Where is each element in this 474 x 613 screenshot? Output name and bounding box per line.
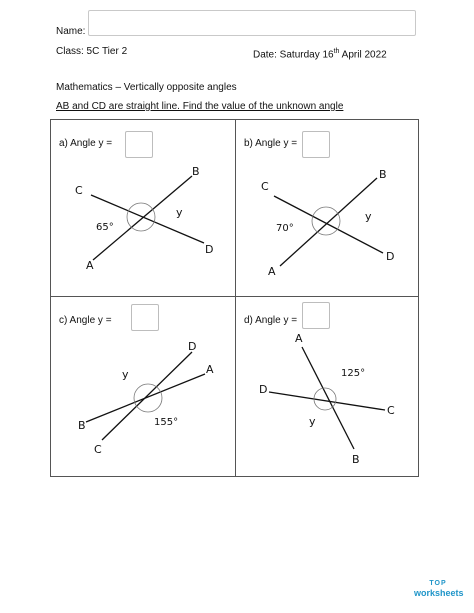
question-c-label: c) Angle y = bbox=[59, 315, 112, 326]
point-b-label: B bbox=[352, 453, 360, 466]
point-b-label: B bbox=[78, 419, 86, 432]
point-a-label: A bbox=[86, 259, 94, 272]
point-c-label: C bbox=[387, 404, 395, 417]
question-grid bbox=[50, 119, 419, 477]
given-angle-label: 65° bbox=[96, 222, 114, 233]
point-d-label: D bbox=[259, 383, 268, 396]
question-c-diagram bbox=[51, 297, 235, 477]
question-d bbox=[236, 297, 420, 473]
line-ab bbox=[280, 178, 377, 266]
point-b-label: B bbox=[379, 168, 387, 181]
given-angle-label: 155° bbox=[154, 417, 179, 428]
logo-line-2: worksheets bbox=[414, 588, 464, 598]
angle-arc bbox=[134, 384, 162, 412]
instruction-text: AB and CD are straight line. Find the value of the unknown angle bbox=[56, 101, 344, 112]
point-a-label: A bbox=[206, 363, 214, 376]
angle-y-label: y bbox=[309, 415, 316, 428]
question-d-diagram bbox=[236, 297, 420, 477]
point-c-label: C bbox=[75, 184, 83, 197]
class-label: Class: 5C Tier 2 bbox=[56, 46, 128, 57]
question-b-label: b) Angle y = bbox=[244, 138, 298, 149]
point-a-label: A bbox=[295, 332, 303, 345]
question-a-diagram bbox=[51, 120, 235, 296]
angle-arc bbox=[127, 203, 155, 231]
point-d-label: D bbox=[386, 250, 395, 263]
name-label: Name: bbox=[56, 26, 86, 37]
topworksheets-logo bbox=[414, 580, 462, 598]
point-c-label: C bbox=[94, 443, 102, 456]
question-b bbox=[236, 120, 420, 296]
date-suffix: April 2022 bbox=[339, 49, 387, 61]
line-cd bbox=[91, 195, 204, 243]
point-c-label: C bbox=[261, 180, 269, 193]
name-field[interactable] bbox=[88, 10, 416, 36]
date-superscript: th bbox=[333, 48, 340, 55]
question-b-diagram bbox=[236, 120, 420, 296]
date-label bbox=[253, 46, 387, 61]
question-d-label: d) Angle y = bbox=[244, 315, 298, 326]
point-b-label: B bbox=[192, 165, 200, 178]
question-a bbox=[51, 120, 235, 296]
given-angle-label: 70° bbox=[276, 223, 294, 234]
logo-line-1: TOP bbox=[429, 580, 447, 587]
point-a-label: A bbox=[268, 265, 276, 278]
angle-y-label: y bbox=[176, 206, 183, 219]
angle-arc bbox=[312, 207, 340, 235]
point-d-label: D bbox=[205, 243, 214, 256]
point-d-label: D bbox=[188, 340, 197, 353]
line-cd bbox=[102, 352, 192, 440]
line-ab bbox=[86, 374, 205, 422]
angle-y-label: y bbox=[365, 210, 372, 223]
date-prefix: Date: Saturday 16 bbox=[253, 49, 334, 61]
question-a-label: a) Angle y = bbox=[59, 138, 113, 149]
question-c bbox=[51, 297, 235, 473]
given-angle-label: 125° bbox=[341, 368, 366, 379]
angle-y-label: y bbox=[122, 368, 129, 381]
subject-title: Mathematics – Vertically opposite angles bbox=[56, 82, 237, 93]
